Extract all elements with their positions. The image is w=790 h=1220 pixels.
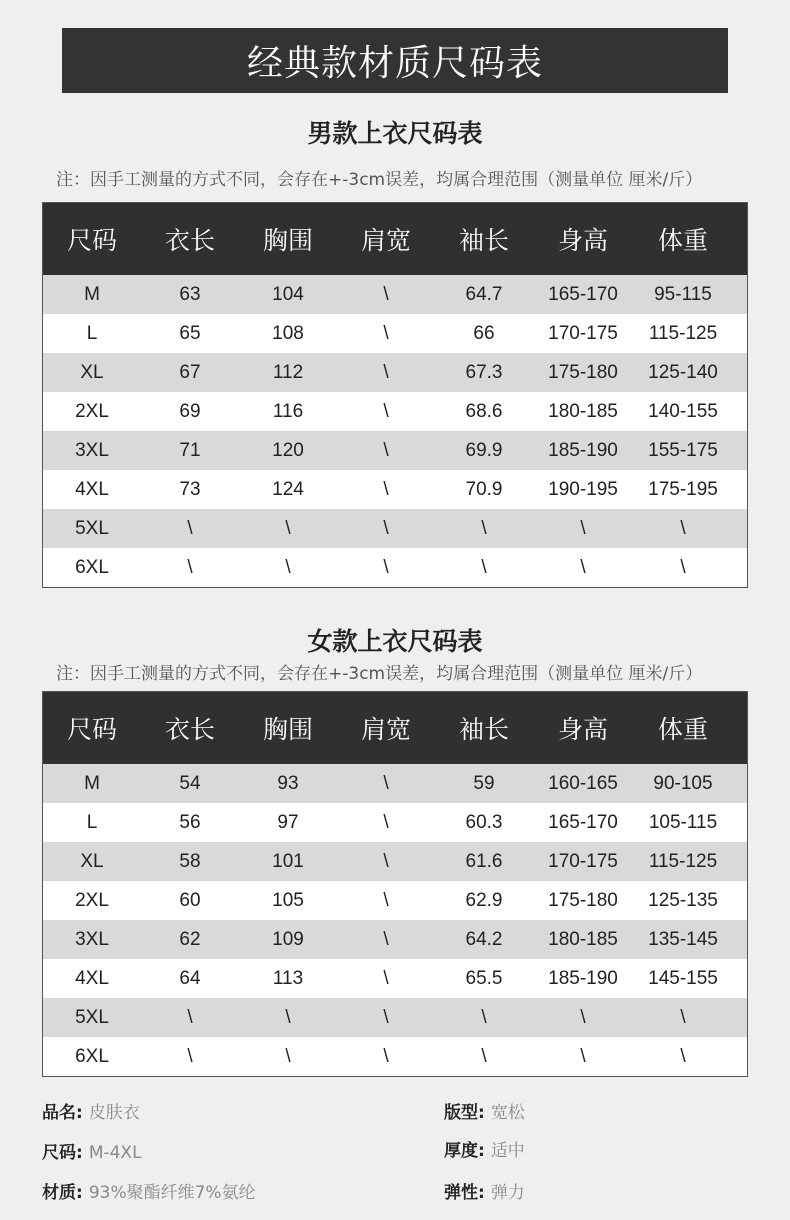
info-elasticity — [444, 1178, 525, 1203]
table-cell: \ — [383, 478, 389, 500]
table-cell: 115-125 — [648, 850, 718, 872]
header-cell: 身高 — [557, 715, 608, 744]
table-cell: 63 — [179, 283, 201, 305]
table-cell: 124 — [272, 478, 304, 500]
table-cell: \ — [383, 772, 389, 794]
table-cell: 67 — [179, 361, 201, 383]
table-cell: 180-185 — [548, 928, 618, 950]
table-cell: 109 — [272, 928, 304, 950]
table-row — [43, 431, 747, 470]
table-row — [43, 959, 747, 998]
table-row — [43, 998, 747, 1037]
table-header-row — [43, 203, 747, 275]
header-cell: 肩宽 — [360, 226, 411, 255]
table-row — [43, 1037, 747, 1076]
table-cell: 105 — [272, 889, 304, 911]
info-value: 皮肤衣 — [88, 1103, 140, 1123]
men-table-title: 男款上衣尺码表 — [307, 119, 483, 148]
table-cell: 93 — [277, 772, 299, 794]
table-cell: L — [86, 322, 98, 344]
table-cell: 108 — [272, 322, 304, 344]
table-row — [43, 842, 747, 881]
table-row — [43, 275, 747, 314]
table-cell: XL — [80, 361, 104, 383]
table-cell: \ — [383, 1006, 389, 1028]
header-cell: 袖长 — [458, 715, 509, 744]
table-cell: 69.9 — [465, 439, 503, 461]
header-cell: 体重 — [657, 715, 708, 744]
table-cell: \ — [383, 322, 389, 344]
info-fit — [444, 1098, 525, 1123]
table-cell: \ — [285, 517, 291, 539]
header-cell: 袖长 — [458, 226, 509, 255]
table-cell: 104 — [272, 283, 304, 305]
header-cell: 肩宽 — [360, 715, 411, 744]
header-cell: 体重 — [657, 226, 708, 255]
info-label: 厚度: — [444, 1141, 485, 1161]
women-size-table — [42, 691, 748, 1077]
table-cell: \ — [383, 361, 389, 383]
table-cell: \ — [580, 1006, 586, 1028]
table-cell: \ — [481, 1006, 487, 1028]
table-cell: \ — [383, 283, 389, 305]
table-header-row — [43, 692, 747, 764]
info-thickness — [444, 1136, 525, 1161]
table-cell: 68.6 — [465, 400, 503, 422]
table-row — [43, 803, 747, 842]
header-cell: 衣长 — [164, 715, 215, 744]
table-cell: \ — [383, 928, 389, 950]
table-row — [43, 392, 747, 431]
table-cell: 64.2 — [465, 928, 503, 950]
table-cell: 170-175 — [548, 850, 618, 872]
info-label: 版型: — [444, 1103, 485, 1123]
header-cell: 衣长 — [164, 226, 215, 255]
table-cell: 4XL — [75, 478, 109, 500]
table-cell: \ — [285, 1006, 291, 1028]
table-cell: 67.3 — [465, 361, 503, 383]
table-cell: 125-140 — [648, 361, 718, 383]
table-cell: 135-145 — [648, 928, 718, 950]
table-row — [43, 353, 747, 392]
table-body — [43, 764, 747, 1076]
table-cell: \ — [383, 1045, 389, 1067]
table-row — [43, 470, 747, 509]
info-value: 93%聚酯纤维7%氨纶 — [88, 1183, 256, 1203]
info-value: 宽松 — [490, 1103, 525, 1123]
header-cell: 身高 — [557, 226, 608, 255]
table-cell: M — [84, 283, 100, 305]
table-cell: 125-135 — [648, 889, 718, 911]
info-size-range — [42, 1138, 142, 1163]
table-cell: 116 — [272, 400, 304, 422]
table-cell: 185-190 — [548, 439, 618, 461]
table-cell: L — [86, 811, 98, 833]
table-cell: 73 — [179, 478, 201, 500]
info-label: 弹性: — [444, 1183, 485, 1203]
table-cell: \ — [383, 400, 389, 422]
table-cell: \ — [383, 517, 389, 539]
table-cell: 6XL — [75, 556, 109, 578]
banner-title: 经典款材质尺码表 — [62, 28, 728, 93]
table-cell: 105-115 — [648, 811, 718, 833]
header-cell: 胸围 — [262, 226, 313, 255]
table-cell: \ — [187, 556, 193, 578]
table-cell: 62 — [179, 928, 201, 950]
table-cell: 3XL — [75, 928, 109, 950]
table-cell: 66 — [473, 322, 495, 344]
info-label: 尺码: — [42, 1143, 83, 1163]
table-cell: 165-170 — [548, 811, 618, 833]
info-label: 品名: — [42, 1103, 83, 1123]
table-cell: \ — [481, 1045, 487, 1067]
table-cell: 97 — [277, 811, 299, 833]
table-cell: \ — [285, 1045, 291, 1067]
header-cell: 尺码 — [66, 226, 117, 255]
table-row — [43, 509, 747, 548]
table-cell: \ — [680, 1006, 686, 1028]
table-cell: 112 — [272, 361, 304, 383]
table-cell: \ — [580, 517, 586, 539]
table-cell: 59 — [473, 772, 495, 794]
table-cell: 155-175 — [648, 439, 718, 461]
table-cell: 113 — [272, 967, 304, 989]
table-cell: 175-180 — [548, 361, 618, 383]
table-cell: 56 — [179, 811, 201, 833]
table-cell: 58 — [179, 850, 201, 872]
info-value: 弹力 — [490, 1183, 525, 1203]
info-product-name — [42, 1098, 140, 1123]
table-cell: 140-155 — [648, 400, 718, 422]
table-cell: 120 — [272, 439, 304, 461]
table-cell: 2XL — [75, 400, 109, 422]
table-cell: 115-125 — [648, 322, 718, 344]
table-cell: 65.5 — [465, 967, 503, 989]
table-cell: \ — [580, 1045, 586, 1067]
header-cell: 尺码 — [66, 715, 117, 744]
info-label: 材质: — [42, 1183, 83, 1203]
table-cell: 69 — [179, 400, 201, 422]
table-row — [43, 881, 747, 920]
table-cell: 2XL — [75, 889, 109, 911]
table-cell: \ — [680, 556, 686, 578]
table-cell: 65 — [179, 322, 201, 344]
table-cell: \ — [187, 1045, 193, 1067]
table-cell: 64 — [179, 967, 201, 989]
table-cell: 160-165 — [548, 772, 618, 794]
table-cell: 70.9 — [465, 478, 503, 500]
table-cell: 90-105 — [653, 772, 713, 794]
table-cell: \ — [383, 850, 389, 872]
table-cell: 60.3 — [465, 811, 503, 833]
table-cell: \ — [285, 556, 291, 578]
table-cell: \ — [383, 811, 389, 833]
men-measurement-note: 注：因手工测量的方式不同，会存在+-3cm误差，均属合理范围（测量单位 厘米/斤） — [56, 170, 703, 190]
table-cell: \ — [680, 517, 686, 539]
table-cell: 71 — [179, 439, 201, 461]
women-measurement-note: 注：因手工测量的方式不同，会存在+-3cm误差，均属合理范围（测量单位 厘米/斤） — [56, 664, 703, 684]
table-cell: \ — [383, 967, 389, 989]
table-cell: \ — [383, 889, 389, 911]
table-cell: 4XL — [75, 967, 109, 989]
table-cell: 60 — [179, 889, 201, 911]
header-cell: 胸围 — [262, 715, 313, 744]
women-table-title: 女款上衣尺码表 — [307, 627, 483, 656]
table-cell: 175-195 — [648, 478, 718, 500]
table-cell: \ — [383, 556, 389, 578]
table-cell: 170-175 — [548, 322, 618, 344]
table-row — [43, 920, 747, 959]
table-cell: \ — [481, 517, 487, 539]
table-cell: 62.9 — [465, 889, 503, 911]
table-cell: 54 — [179, 772, 201, 794]
table-cell: \ — [481, 556, 487, 578]
table-cell: 95-115 — [654, 283, 712, 305]
table-cell: 190-195 — [548, 478, 618, 500]
men-size-table — [42, 202, 748, 588]
table-cell: 6XL — [75, 1045, 109, 1067]
table-cell: 175-180 — [548, 889, 618, 911]
table-cell: \ — [383, 439, 389, 461]
table-cell: 5XL — [75, 517, 109, 539]
table-row — [43, 314, 747, 353]
table-cell: \ — [187, 1006, 193, 1028]
table-cell: 5XL — [75, 1006, 109, 1028]
info-value: M-4XL — [88, 1143, 142, 1163]
table-cell: 180-185 — [548, 400, 618, 422]
table-cell: 165-170 — [548, 283, 618, 305]
table-cell: M — [84, 772, 100, 794]
table-cell: 3XL — [75, 439, 109, 461]
table-cell: 185-190 — [548, 967, 618, 989]
table-row — [43, 764, 747, 803]
table-row — [43, 548, 747, 587]
table-cell: \ — [187, 517, 193, 539]
table-cell: \ — [680, 1045, 686, 1067]
table-cell: 61.6 — [465, 850, 503, 872]
table-body — [43, 275, 747, 587]
table-cell: 64.7 — [465, 283, 503, 305]
info-material — [42, 1178, 256, 1203]
table-cell: XL — [80, 850, 104, 872]
table-cell: \ — [580, 556, 586, 578]
table-cell: 101 — [272, 850, 304, 872]
info-value: 适中 — [490, 1141, 525, 1161]
table-cell: 145-155 — [648, 967, 718, 989]
